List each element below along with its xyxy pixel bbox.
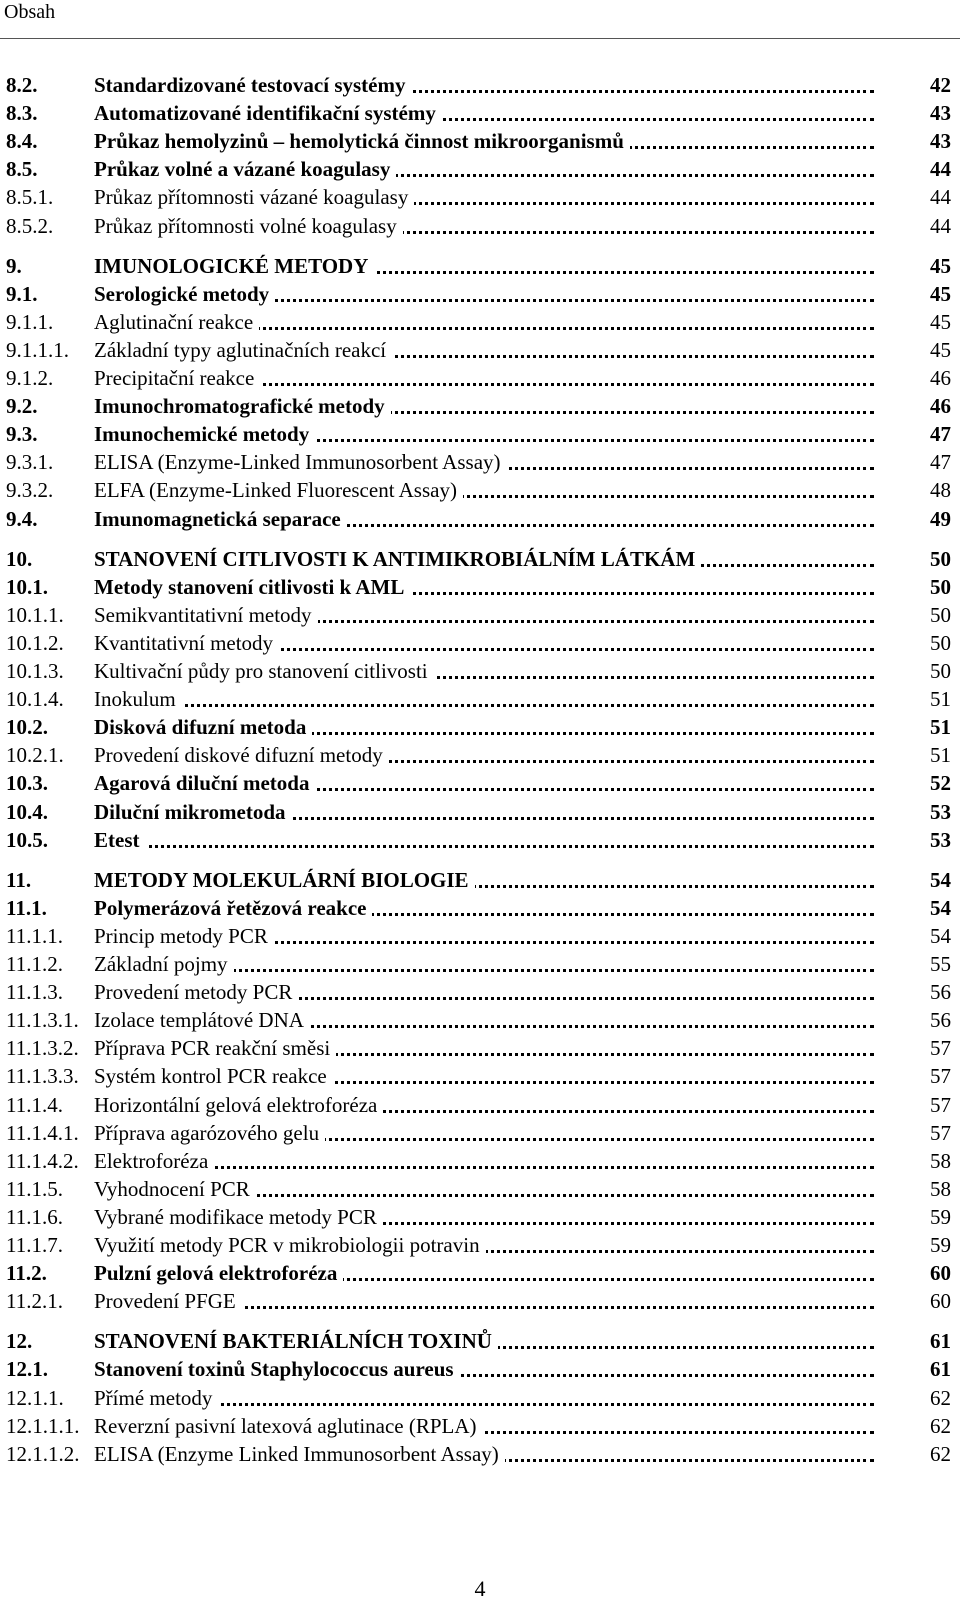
- toc-entry-title-wrap: [94, 545, 874, 573]
- toc-entry-title-wrap: [94, 741, 874, 769]
- toc-entry-title-wrap: [94, 1147, 874, 1175]
- toc-entry-number: 10.1.3.: [6, 659, 64, 683]
- toc-entry-page: 44: [930, 157, 951, 182]
- toc-entry[interactable]: [6, 392, 951, 420]
- toc-entry-title-wrap: [94, 127, 874, 155]
- toc-entry-title-wrap: [94, 1203, 874, 1231]
- toc-entry-page: 44: [930, 213, 951, 238]
- toc-entry[interactable]: [6, 1440, 951, 1468]
- toc-entry-title: Polymerázová řetězová reakce: [94, 896, 372, 920]
- toc-entry-title-wrap: [94, 1091, 874, 1119]
- toc-entry-page: 47: [930, 450, 951, 475]
- toc-entry[interactable]: [6, 155, 951, 183]
- toc-entry-title: Průkaz přítomnosti volné koagulasy: [94, 214, 403, 238]
- toc-entry-title-wrap: [94, 364, 874, 392]
- toc-entry-title: Standardizované testovací systémy: [94, 73, 411, 97]
- toc-entry[interactable]: [6, 713, 951, 741]
- toc-entry-title: Elektroforéza: [94, 1149, 214, 1173]
- toc-entry-title-wrap: [94, 629, 874, 657]
- toc-entry-title: Imunochromatografické metody: [94, 394, 391, 418]
- toc-entry-page: 45: [930, 309, 951, 334]
- toc-entry-page: 59: [930, 1204, 951, 1229]
- toc-entry-title-wrap: [94, 1355, 874, 1383]
- toc-entry-title: ELISA (Enzyme Linked Immunosorbent Assay): [94, 1442, 505, 1466]
- toc-entry[interactable]: [6, 741, 951, 769]
- toc-entry-title-wrap: [94, 601, 874, 629]
- toc-entry-number: 9.1.: [6, 281, 38, 306]
- toc-entry-number: 8.5.1.: [6, 185, 54, 210]
- toc-entry-page: 46: [930, 394, 951, 419]
- toc-entry-title-wrap: [94, 950, 874, 978]
- toc-entry-number: 11.1.3.3.: [6, 1064, 79, 1089]
- toc-entry-title: Využití metody PCR v mikrobiologii potravin: [94, 1233, 486, 1257]
- toc-entry-page: 57: [930, 1092, 951, 1117]
- toc-entry-title: Imunochemické metody: [94, 422, 315, 446]
- toc-entry-page: 51: [930, 687, 951, 712]
- toc-entry[interactable]: [6, 71, 951, 99]
- toc-entry-page: 46: [930, 366, 951, 390]
- toc-entry[interactable]: [6, 1062, 951, 1090]
- toc-entry-title: Vyhodnocení PCR: [94, 1177, 256, 1201]
- toc-entry-title: ELISA (Enzyme-Linked Immunosorbent Assay): [94, 450, 507, 474]
- toc-entry-title-wrap: [94, 420, 874, 448]
- toc-entry-number: 9.1.1.: [6, 309, 54, 334]
- toc-entry[interactable]: [6, 826, 951, 854]
- toc-entry-number: 11.1.6.: [6, 1204, 63, 1229]
- toc-entry[interactable]: [6, 685, 951, 713]
- toc-entry-number: 11.1.3.: [6, 980, 63, 1005]
- toc-entry[interactable]: [6, 950, 951, 978]
- toc-entry-number: 10.4.: [6, 799, 48, 824]
- toc-entry-page: 56: [930, 980, 951, 1005]
- toc-entry-number: 9.1.2.: [6, 366, 54, 390]
- toc-entry-title: Disková difuzní metoda: [94, 715, 312, 739]
- toc-entry-title-wrap: [94, 280, 874, 308]
- toc-entry-number: 10.1.2.: [6, 630, 64, 655]
- toc-entry-title-wrap: [94, 1327, 874, 1355]
- toc-entry-number: 11.2.1.: [6, 1289, 63, 1314]
- toc-entry-title: Reverzní pasivní latexová aglutinace (RPLA): [94, 1414, 483, 1438]
- toc-entry-number: 11.1.7.: [6, 1233, 63, 1257]
- toc-entry-title: Základní pojmy: [94, 952, 234, 976]
- toc-entry-title: Průkaz volné a vázané koagulasy: [94, 157, 396, 181]
- toc-entry-title-wrap: [94, 183, 874, 211]
- toc-entry-number: 11.1.4.1.: [6, 1120, 79, 1145]
- toc-entry-number: 10.1.1.: [6, 602, 64, 627]
- toc-entry-title: Provedení metody PCR: [94, 980, 298, 1004]
- toc-entry[interactable]: [6, 545, 951, 573]
- toc-entry-number: 8.5.: [6, 157, 38, 182]
- toc-entry-title: Provedení diskové difuzní metody: [94, 743, 389, 767]
- page-number: 4: [474, 1576, 486, 1601]
- toc-entry-page: 45: [930, 337, 951, 362]
- toc-entry-page: 54: [930, 923, 951, 948]
- toc-entry-number: 9.3.1.: [6, 450, 54, 475]
- toc-entry-title-wrap: [94, 1259, 874, 1287]
- toc-entry-title: Vybrané modifikace metody PCR: [94, 1205, 383, 1229]
- toc-entry-title-wrap: [94, 978, 874, 1006]
- toc-entry-title: Aglutinační reakce: [94, 310, 259, 334]
- toc-entry[interactable]: [6, 657, 951, 685]
- toc-entry-title-wrap: [94, 1175, 874, 1203]
- toc-entry-title-wrap: [94, 922, 874, 950]
- toc-entry-title: Princip metody PCR: [94, 924, 274, 948]
- toc-entry-number: 10.3.: [6, 771, 48, 796]
- toc-entry-title-wrap: [94, 894, 874, 922]
- toc-entry-title-wrap: [94, 155, 874, 183]
- toc-entry-page: 62: [930, 1413, 951, 1438]
- toc-entry[interactable]: [6, 629, 951, 657]
- toc-entry[interactable]: [6, 769, 951, 797]
- toc-entry-number: 11.1.3.1.: [6, 1008, 79, 1033]
- toc-entry-title: Inokulum: [94, 687, 182, 711]
- toc-entry[interactable]: [6, 183, 951, 211]
- toc-entry-page: 44: [930, 185, 951, 210]
- toc-entry[interactable]: [6, 1384, 951, 1412]
- toc-entry-number: 11.1.4.2.: [6, 1148, 79, 1173]
- toc-entry-page: 50: [930, 546, 951, 571]
- toc-entry-number: 8.4.: [6, 129, 38, 154]
- toc-entry[interactable]: [6, 280, 951, 308]
- toc-entry-page: 55: [930, 952, 951, 976]
- toc-entry-title: Průkaz hemolyzinů – hemolytická činnost mikroorganismů: [94, 129, 630, 153]
- toc-entry-title-wrap: [94, 448, 874, 476]
- toc-entry-title: Diluční mikrometoda: [94, 800, 292, 824]
- toc-entry-page: 45: [930, 253, 951, 278]
- toc-entry[interactable]: [6, 364, 951, 392]
- toc-entry-title-wrap: [94, 476, 874, 504]
- toc-entry-page: 61: [930, 1357, 951, 1382]
- toc-entry-title: Pulzní gelová elektroforéza: [94, 1261, 343, 1285]
- toc-entry-title-wrap: [94, 769, 874, 797]
- toc-entry-title: Příprava agarózového gelu: [94, 1121, 325, 1145]
- toc-entry-title-wrap: [94, 1006, 874, 1034]
- toc-entry-title-wrap: [94, 713, 874, 741]
- toc-entry-number: 8.5.2.: [6, 213, 54, 238]
- toc-entry-title: Izolace templátové DNA: [94, 1008, 310, 1032]
- toc-entry-number: 11.1.3.2.: [6, 1036, 79, 1061]
- toc-entry[interactable]: [6, 308, 951, 336]
- toc-entry-title-wrap: [94, 252, 874, 280]
- toc-entry[interactable]: [6, 1091, 951, 1119]
- toc-entry-page: 50: [930, 659, 951, 683]
- toc-entry-title-wrap: [94, 1231, 874, 1259]
- toc-entry-title-wrap: [94, 212, 874, 240]
- toc-entry[interactable]: [6, 252, 951, 280]
- toc-entry-page: 60: [930, 1289, 951, 1314]
- toc-entry-title: Metody stanovení citlivosti k AML: [94, 575, 410, 599]
- toc-entry-number: 9.3.: [6, 422, 38, 447]
- toc-entry[interactable]: [6, 1119, 951, 1147]
- toc-entry-page: 56: [930, 1008, 951, 1033]
- toc-entry-number: 9.4.: [6, 506, 38, 531]
- toc-entry-title: Precipitační reakce: [94, 366, 260, 390]
- toc-entry-page: 50: [930, 602, 951, 627]
- toc-entry-number: 11.2.: [6, 1261, 47, 1286]
- toc-entry-title: Etest: [94, 828, 146, 852]
- toc-entry-number: 11.1.2.: [6, 952, 63, 976]
- toc-entry-title: ELFA (Enzyme-Linked Fluorescent Assay): [94, 478, 463, 502]
- toc-entry-page: 47: [930, 422, 951, 447]
- toc-entry-title-wrap: [94, 99, 874, 127]
- toc-entry-number: 11.: [6, 867, 32, 892]
- toc-entry-page: 58: [930, 1176, 951, 1201]
- toc-entry-number: 10.: [6, 546, 33, 571]
- toc-entry-title: STANOVENÍ BAKTERIÁLNÍCH TOXINŮ: [94, 1329, 498, 1353]
- toc-entry-number: 12.1.1.1.: [6, 1413, 80, 1438]
- toc-entry[interactable]: [6, 1412, 951, 1440]
- toc-entry-page: 43: [930, 101, 951, 126]
- toc-entry-title-wrap: [94, 826, 874, 854]
- toc-entry-title: Semikvantitativní metody: [94, 603, 318, 627]
- toc-entry[interactable]: [6, 1327, 951, 1355]
- toc-entry-page: 43: [930, 129, 951, 154]
- toc-entry-title-wrap: [94, 1287, 874, 1315]
- toc-entry-page: 59: [930, 1233, 951, 1257]
- toc-entry[interactable]: [6, 1175, 951, 1203]
- toc-entry-title: Stanovení toxinů Staphylococcus aureus: [94, 1357, 460, 1381]
- toc-entry-title: METODY MOLEKULÁRNÍ BIOLOGIE: [94, 868, 475, 892]
- toc-entry-page: 62: [930, 1385, 951, 1410]
- toc-entry[interactable]: [6, 1355, 951, 1383]
- toc-entry-number: 11.1.4.: [6, 1092, 63, 1117]
- toc-entry[interactable]: [6, 420, 951, 448]
- toc-entry-title: Základní typy aglutinačních reakcí: [94, 338, 392, 362]
- toc-entry-title: Příprava PCR reakční směsi: [94, 1036, 336, 1060]
- toc-entry-page: 48: [930, 478, 951, 503]
- toc-entry-title-wrap: [94, 866, 874, 894]
- dot-leader: [94, 845, 874, 848]
- toc-entry-number: 11.1.: [6, 895, 47, 920]
- toc-entry[interactable]: [6, 978, 951, 1006]
- toc-entry-title: Systém kontrol PCR reakce: [94, 1064, 333, 1088]
- toc-entry-number: 8.3.: [6, 101, 38, 126]
- toc-entry[interactable]: [6, 448, 951, 476]
- toc-entry[interactable]: [6, 127, 951, 155]
- toc-entry[interactable]: [6, 1034, 951, 1062]
- toc-entry-page: 54: [930, 867, 951, 892]
- toc-entry-page: 62: [930, 1441, 951, 1466]
- toc-entry-page: 51: [930, 743, 951, 768]
- toc-entry[interactable]: [6, 866, 951, 894]
- toc-entry-page: 53: [930, 827, 951, 852]
- toc-entry-title-wrap: [94, 657, 874, 685]
- toc-entry-title: Průkaz přítomnosti vázané koagulasy: [94, 185, 414, 209]
- toc-entry-title: STANOVENÍ CITLIVOSTI K ANTIMIKROBIÁLNÍM LÁTKÁM: [94, 547, 701, 571]
- toc-entry[interactable]: [6, 336, 951, 364]
- toc-entry-page: 57: [930, 1036, 951, 1061]
- toc-entry-title-wrap: [94, 505, 874, 533]
- toc-entry-title: Automatizované identifikační systémy: [94, 101, 442, 125]
- toc-entry-title-wrap: [94, 71, 874, 99]
- toc-entry-number: 11.1.5.: [6, 1176, 63, 1201]
- toc-entry-page: 54: [930, 895, 951, 920]
- toc-entry-title-wrap: [94, 336, 874, 364]
- toc-entry-page: 51: [930, 715, 951, 740]
- toc-entry[interactable]: [6, 1006, 951, 1034]
- toc-entry[interactable]: [6, 212, 951, 240]
- toc-entry[interactable]: [6, 1203, 951, 1231]
- toc-entry-number: 10.2.: [6, 715, 48, 740]
- toc-entry-title: Horizontální gelová elektroforéza: [94, 1093, 383, 1117]
- toc-entry[interactable]: [6, 894, 951, 922]
- toc-entry[interactable]: [6, 922, 951, 950]
- toc-entry-number: 10.1.: [6, 574, 48, 599]
- toc-entry-number: 8.2.: [6, 73, 38, 97]
- toc-entry-page: 57: [930, 1120, 951, 1145]
- toc-entry-page: 42: [930, 73, 951, 97]
- toc-entry-page: 53: [930, 799, 951, 824]
- toc-entry[interactable]: [6, 798, 951, 826]
- toc-entry[interactable]: [6, 1147, 951, 1175]
- toc-entry-number: 12.: [6, 1329, 33, 1354]
- toc-entry[interactable]: [6, 476, 951, 504]
- toc-entry-page: 60: [930, 1261, 951, 1286]
- toc-entry-title: IMUNOLOGICKÉ METODY: [94, 254, 374, 278]
- toc-entry-page: 50: [930, 574, 951, 599]
- toc-entry-number: 9.: [6, 253, 22, 278]
- toc-entry-title: Provedení PFGE: [94, 1289, 242, 1313]
- toc-entry-number: 12.1.1.: [6, 1385, 64, 1410]
- toc-entry[interactable]: [6, 601, 951, 629]
- toc-entry-page: 50: [930, 630, 951, 655]
- toc-entry[interactable]: [6, 1259, 951, 1287]
- dot-leader: [94, 704, 874, 707]
- toc-entry-page: 49: [930, 506, 951, 531]
- toc-entry[interactable]: [6, 1231, 951, 1259]
- toc-entry-number: 12.1.1.2.: [6, 1441, 80, 1466]
- toc-entry-number: 12.1.: [6, 1357, 48, 1382]
- toc-entry-number: 9.2.: [6, 394, 38, 419]
- toc-entry-title: Serologické metody: [94, 282, 275, 306]
- toc-entry-number: 9.3.2.: [6, 478, 54, 503]
- toc-entry-page: 58: [930, 1148, 951, 1173]
- toc-entry-page: 61: [930, 1329, 951, 1354]
- toc-entry-page: 52: [930, 771, 951, 796]
- toc-entry-title-wrap: [94, 1412, 874, 1440]
- toc-entry-number: 9.1.1.1.: [6, 337, 69, 362]
- toc-entry[interactable]: [6, 1287, 951, 1315]
- toc-entry-title-wrap: [94, 392, 874, 420]
- toc-entry-title-wrap: [94, 798, 874, 826]
- toc-entry-title-wrap: [94, 573, 874, 601]
- toc-entry-title-wrap: [94, 1384, 874, 1412]
- toc-entry-page: 57: [930, 1064, 951, 1089]
- toc-entry-title: Kvantitativní metody: [94, 631, 279, 655]
- toc-entry-title: Agarová diluční metoda: [94, 771, 315, 795]
- toc-entry-title-wrap: [94, 308, 874, 336]
- toc-entry[interactable]: [6, 505, 951, 533]
- toc-entry-title-wrap: [94, 1119, 874, 1147]
- toc-entry-title: Kultivační půdy pro stanovení citlivosti: [94, 659, 434, 683]
- toc-entry-title-wrap: [94, 685, 874, 713]
- toc-entry-title-wrap: [94, 1440, 874, 1468]
- toc-entry-title-wrap: [94, 1034, 874, 1062]
- toc-entry-page: 45: [930, 281, 951, 306]
- running-header: Obsah: [4, 1, 56, 23]
- toc-entry[interactable]: [6, 99, 951, 127]
- toc-entry-number: 10.5.: [6, 827, 48, 852]
- header-rule: [0, 38, 960, 39]
- toc-entry-title: Přímé metody: [94, 1386, 218, 1410]
- toc-entry[interactable]: [6, 573, 951, 601]
- toc-entry-number: 10.2.1.: [6, 743, 64, 768]
- toc-entry-title: Imunomagnetická separace: [94, 507, 347, 531]
- toc-entry-title-wrap: [94, 1062, 874, 1090]
- toc-entry-number: 10.1.4.: [6, 687, 64, 712]
- toc-entry-number: 11.1.1.: [6, 923, 63, 948]
